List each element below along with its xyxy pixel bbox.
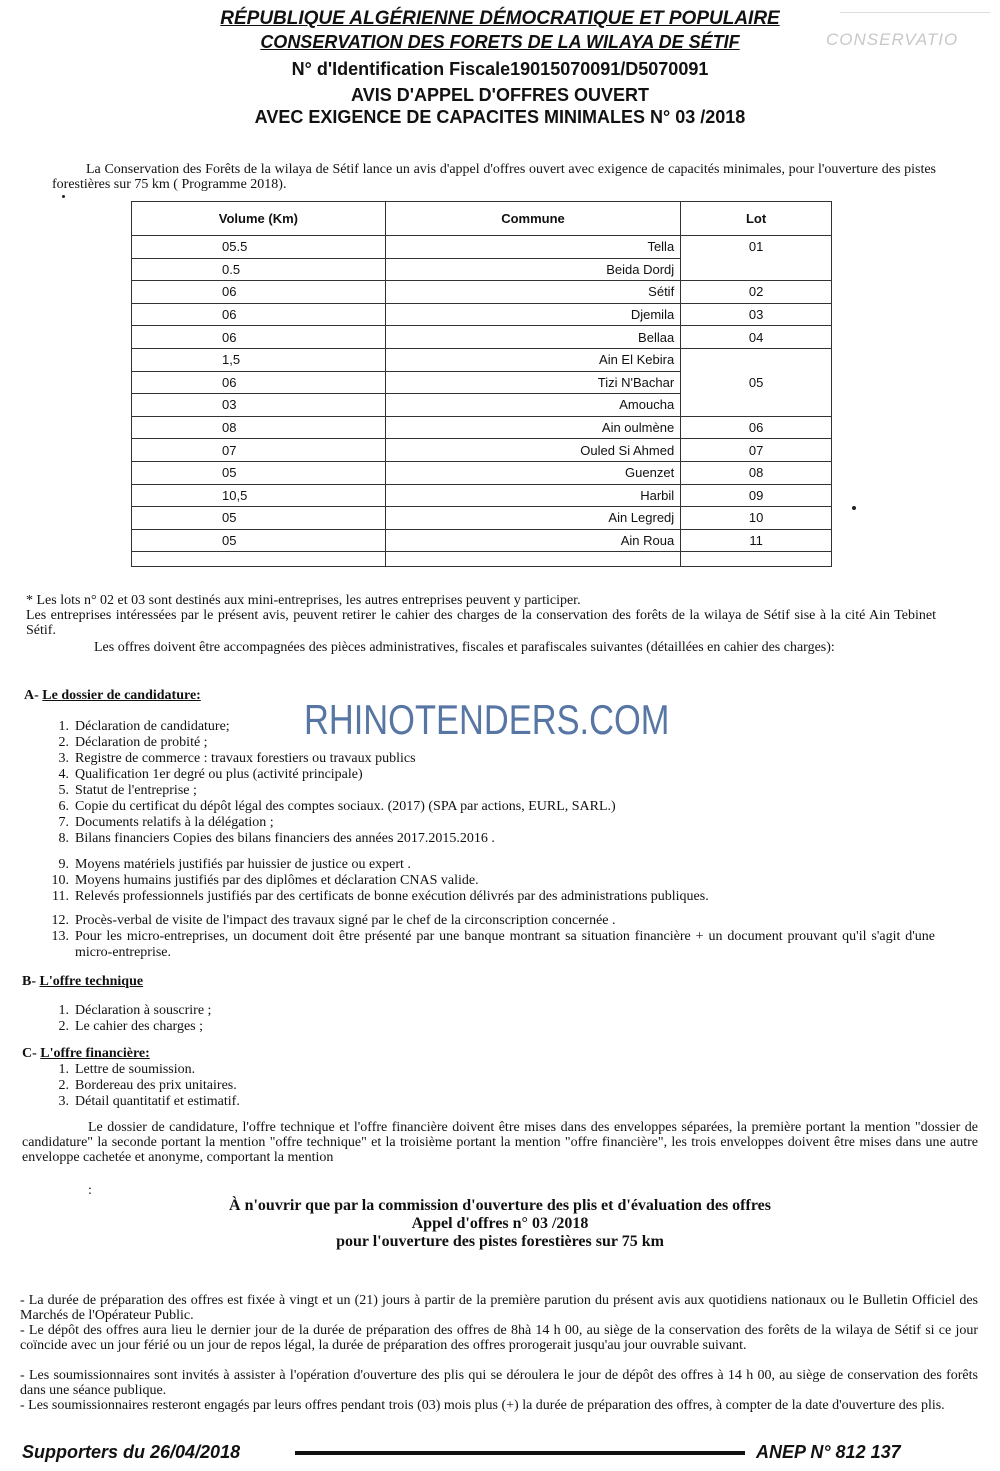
cell-lot: 01	[681, 236, 832, 281]
section-a-list	[45, 719, 935, 961]
cell-volume: 06	[132, 326, 386, 349]
condition-duration: - La durée de préparation des offres est fixée à vingt et un (21) jours à partir de la première parution du présent avis aux quotidiens nationaux ou le Bulletin Officiel des Marchés de l'Opérateur Public.	[20, 1293, 978, 1323]
cell-volume: 05	[132, 461, 386, 484]
cell-commune: Ain Roua	[385, 529, 680, 552]
table-row	[132, 529, 832, 552]
cell-commune: Amoucha	[385, 394, 680, 417]
cell-volume: 05	[132, 507, 386, 530]
cell-volume: 07	[132, 439, 386, 462]
cell-volume: 03	[132, 394, 386, 417]
cell-lot: 06	[681, 416, 832, 439]
section-c-title: L'offre financière:	[40, 1046, 150, 1061]
mention-line-3: pour l'ouverture des pistes forestières sur 75 km	[336, 1233, 664, 1250]
list-item: 2. Bordereau des prix unitaires.	[58, 1078, 237, 1093]
cell-commune: Guenzet	[385, 461, 680, 484]
list-item: 3. Détail quantitatif et estimatif.	[58, 1094, 240, 1109]
table-header-row	[132, 202, 832, 236]
section-c-heading	[22, 1046, 150, 1062]
footer-publication: Supporters du 26/04/2018	[22, 1442, 241, 1462]
cell-commune: Ain El Kebira	[385, 348, 680, 371]
list-item: 2. Le cahier des charges ;	[58, 1019, 204, 1034]
header-republic: RÉPUBLIQUE ALGÉRIENNE DÉMOCRATIQUE ET POPULAIRE	[220, 8, 780, 29]
watermark: RHINOTENDERS.COM	[304, 696, 670, 743]
cell-commune: Harbil	[385, 484, 680, 507]
cell-commune: Beida Dordj	[385, 258, 680, 281]
note-mini-enterprises: * Les lots n° 02 et 03 sont destinés aux mini-entreprises, les autres entreprises peuvent y participer.	[26, 593, 581, 608]
col-header-volume: Volume (Km)	[132, 202, 386, 236]
footer-rule	[295, 1451, 745, 1455]
cell-volume: 1,5	[132, 348, 386, 371]
table-row	[132, 484, 832, 507]
stamp-line	[840, 12, 990, 14]
header-notice-number: AVEC EXIGENCE DE CAPACITES MINIMALES N° 03 /2018	[254, 107, 746, 127]
table-row	[132, 236, 832, 259]
cell-volume: 06	[132, 371, 386, 394]
list-item: 3. Registre de commerce : travaux forestiers ou travaux publics	[58, 751, 416, 766]
section-b-list	[45, 1003, 645, 1035]
section-a-heading	[24, 688, 201, 704]
list-item: 6. Copie du certificat du dépôt légal des comptes sociaux. (2017) (SPA par actions, EURL, SARL.)	[58, 799, 616, 814]
col-header-commune: Commune	[385, 202, 680, 236]
cell-commune: Ain oulmène	[385, 416, 680, 439]
note-cahier-charges: Les entreprises intéressées par le présent avis, peuvent retirer le cahier des charges de la conservation des forêts de la wilaya de Sétif sise à la cité Ain Tebinet Sétif.	[26, 608, 936, 638]
cell-commune: Djemila	[385, 303, 680, 326]
note-pieces: Les offres doivent être accompagnées des pièces administratives, fiscales et parafiscales suivantes (détaillées en cahier des charges):	[94, 640, 835, 655]
cell-volume: 05.5	[132, 236, 386, 259]
cell-volume: 10,5	[132, 484, 386, 507]
cell-commune: Tella	[385, 236, 680, 259]
table-row	[132, 507, 832, 530]
faded-stamp: CONSERVATIO	[826, 30, 959, 49]
cell-volume: 08	[132, 416, 386, 439]
cell-commune: Tizi N'Bachar	[385, 371, 680, 394]
cell-lot: 10	[681, 507, 832, 530]
cell-lot: 05	[681, 348, 832, 416]
list-item: 1. Lettre de soumission.	[58, 1062, 196, 1077]
table-row	[132, 281, 832, 304]
cell-commune: Bellaa	[385, 326, 680, 349]
intro-paragraph: La Conservation des Forêts de la wilaya de Sétif lance un avis d'appel d'offres ouvert avec exigence de capacités minimales, pour l'ouverture des pistes forestières sur 75 km ( Programme 2018).	[52, 162, 936, 192]
cell-lot: 11	[681, 529, 832, 552]
col-header-lot: Lot	[681, 202, 832, 236]
table-row	[132, 326, 832, 349]
list-item: 9. Moyens matériels justifiés par huissier de justice ou expert .	[58, 857, 411, 872]
ink-dot	[852, 506, 856, 510]
cell-lot: 08	[681, 461, 832, 484]
cell-lot: 04	[681, 326, 832, 349]
cell-lot: 02	[681, 281, 832, 304]
list-item: 8. Bilans financiers Copies des bilans financiers des années 2017.2015.2016 .	[58, 831, 495, 846]
condition-deposit: - Le dépôt des offres aura lieu le dernier jour de la durée de préparation des offres de 8hà 14 h 00, au siège de la conservation des forêts de la wilaya de Sétif si ce jour coïncide avec un jour férié ou un jour de repos légal, la durée de préparation des offres prorogerait jusqu'au jour ouvrable suivant.	[20, 1323, 978, 1353]
mention-line-1: À n'ouvrir que par la commission d'ouverture des plis et d'évaluation des offres	[229, 1197, 771, 1214]
cell-commune: Ouled Si Ahmed	[385, 439, 680, 462]
header-notice-title: AVIS D'APPEL D'OFFRES OUVERT	[351, 85, 649, 105]
table-row	[132, 439, 832, 462]
list-item: 5. Statut de l'entreprise ;	[58, 783, 197, 798]
list-item: 1. Déclaration de candidature;	[58, 719, 230, 734]
condition-opening: - Les soumissionnaires sont invités à assister à l'opération d'ouverture des plis qui se déroulera le jour de dépôt des offres à 14 h 00, au siège de conservation des forêts dans une séance publique.	[20, 1368, 978, 1398]
list-item: 2. Déclaration de probité ;	[58, 735, 208, 750]
cell-lot: 03	[681, 303, 832, 326]
table-row-empty	[132, 552, 832, 567]
cell-volume: 06	[132, 281, 386, 304]
section-a-title: Le dossier de candidature:	[42, 688, 201, 703]
table-row	[132, 461, 832, 484]
ink-dot	[62, 195, 65, 198]
lots-table	[131, 201, 832, 567]
cell-lot: 07	[681, 439, 832, 462]
cell-commune: Ain Legredj	[385, 507, 680, 530]
section-b-heading	[22, 974, 143, 990]
table-row	[132, 303, 832, 326]
list-item: 4. Qualification 1er degré ou plus (activité principale)	[58, 767, 363, 782]
envelopes-paragraph: Le dossier de candidature, l'offre technique et l'offre financière doivent être mises dans des enveloppes séparées, la première portant la mention "dossier de candidature" la seconde portant la mention "offre technique" et la troisième portant la mention "offre financière", les trois enveloppes doivent être mises dans une autre enveloppe cachetée et anonyme, comportant la mention	[22, 1120, 978, 1165]
header-conservation: CONSERVATION DES FORETS DE LA WILAYA DE SÉTIF	[260, 32, 740, 52]
section-c-list	[45, 1062, 645, 1110]
list-item: 13. Pour les micro-entreprises, un document doit être présenté par une banque montrant sa situation financière + un document prouvant qu'il s'agit d'une micro-entreprise.	[51, 929, 935, 960]
section-b-prefix: B-	[22, 974, 40, 989]
cell-volume: 05	[132, 529, 386, 552]
cell-lot: 09	[681, 484, 832, 507]
condition-engagement: - Les soumissionnaires resteront engagés par leurs offres pendant trois (03) mois plus (+) la durée de préparation des offres, à compter de la date d'ouverture des plis.	[20, 1398, 945, 1413]
section-b-title: L'offre technique	[39, 974, 144, 989]
header-fiscal-id: N° d'Identification Fiscale19015070091/D5070091	[291, 59, 709, 79]
cell-commune: Sétif	[385, 281, 680, 304]
section-c-prefix: C-	[22, 1046, 41, 1061]
section-a-prefix: A-	[24, 688, 43, 703]
footer-anep: ANEP N° 812 137	[756, 1442, 901, 1462]
table-row	[132, 348, 832, 371]
cell-volume: 0.5	[132, 258, 386, 281]
list-item: 12. Procès-verbal de visite de l'impact des travaux signé par le chef de la circonscription concernée .	[51, 913, 616, 928]
cell-volume: 06	[132, 303, 386, 326]
list-item: 11. Relevés professionnels justifiés par des certificats de bonne exécution délivrés par des administrations publiques.	[52, 889, 709, 904]
list-item: 10. Moyens humains justifiés par des diplômes et déclaration CNAS valide.	[51, 873, 479, 888]
list-item: 7. Documents relatifs à la délégation ;	[58, 815, 274, 830]
list-item: 1. Déclaration à souscrire ;	[58, 1003, 212, 1018]
mention-line-2: Appel d'offres n° 03 /2018	[411, 1215, 589, 1232]
colon-mark: :	[88, 1183, 92, 1198]
table-row	[132, 416, 832, 439]
